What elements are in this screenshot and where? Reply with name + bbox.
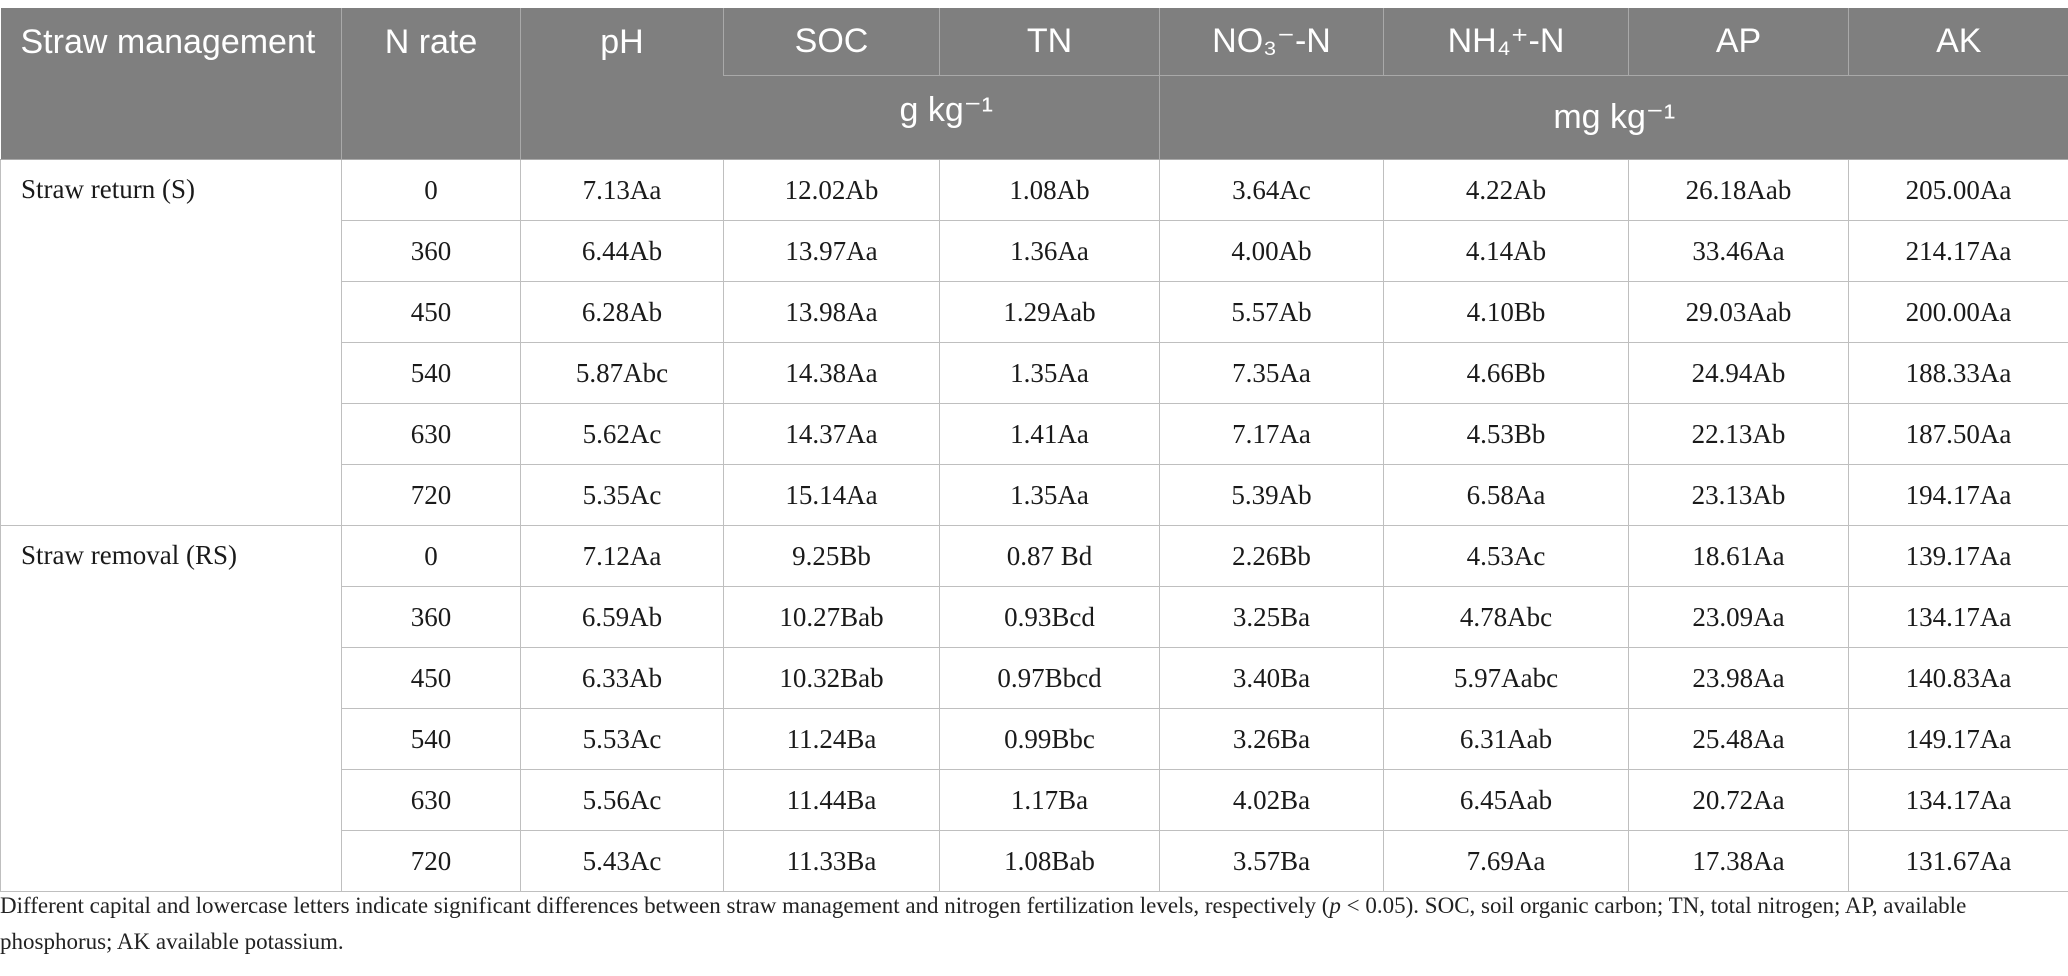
table-cell: 140.83Aa xyxy=(1849,648,2068,709)
table-row xyxy=(1,160,2068,221)
table-cell: 5.62Ac xyxy=(521,404,724,465)
table-cell: 25.48Aa xyxy=(1629,709,1849,770)
table-cell: 1.41Aa xyxy=(940,404,1160,465)
group-label: Straw return (S) xyxy=(1,160,342,526)
table-cell: 18.61Aa xyxy=(1629,526,1849,587)
table-cell: 720 xyxy=(342,831,521,892)
table-body xyxy=(1,160,2068,892)
table-cell: 450 xyxy=(342,648,521,709)
table-cell: 0.93Bcd xyxy=(940,587,1160,648)
footnote-text-1: Different capital and lowercase letters indicate significant differences between straw management and nitrogen fertilization levels, respectively ( xyxy=(0,893,1330,918)
table-cell: 214.17Aa xyxy=(1849,221,2068,282)
table-cell: 205.00Aa xyxy=(1849,160,2068,221)
table-cell: 14.37Aa xyxy=(724,404,940,465)
header-n-rate: N rate xyxy=(342,8,521,160)
header-tn: TN xyxy=(940,8,1160,76)
table-cell: 7.35Aa xyxy=(1160,343,1384,404)
table-cell: 5.97Aabc xyxy=(1384,648,1629,709)
table-cell: 139.17Aa xyxy=(1849,526,2068,587)
table-cell: 1.17Ba xyxy=(940,770,1160,831)
table-cell: 1.08Bab xyxy=(940,831,1160,892)
table-cell: 4.53Bb xyxy=(1384,404,1629,465)
table-cell: 6.45Aab xyxy=(1384,770,1629,831)
table-cell: 4.66Bb xyxy=(1384,343,1629,404)
table-cell: 6.58Aa xyxy=(1384,465,1629,526)
header-unit-g: g kg⁻¹ xyxy=(724,76,1160,160)
table-cell: 5.39Ab xyxy=(1160,465,1384,526)
header-nh4: NH₄⁺-N xyxy=(1384,8,1629,76)
table-cell: 2.26Bb xyxy=(1160,526,1384,587)
table-cell: 29.03Aab xyxy=(1629,282,1849,343)
header-no3: NO₃⁻-N xyxy=(1160,8,1384,76)
table-cell: 1.35Aa xyxy=(940,343,1160,404)
table-cell: 1.29Aab xyxy=(940,282,1160,343)
table-cell: 9.25Bb xyxy=(724,526,940,587)
table-cell: 1.35Aa xyxy=(940,465,1160,526)
table-cell: 23.13Ab xyxy=(1629,465,1849,526)
table-cell: 17.38Aa xyxy=(1629,831,1849,892)
table-cell: 33.46Aa xyxy=(1629,221,1849,282)
soil-properties-table xyxy=(0,8,2068,892)
table-cell: 24.94Ab xyxy=(1629,343,1849,404)
table-cell: 1.08Ab xyxy=(940,160,1160,221)
table-cell: 13.97Aa xyxy=(724,221,940,282)
table-cell: 6.44Ab xyxy=(521,221,724,282)
table-cell: 11.44Ba xyxy=(724,770,940,831)
table-cell: 6.31Aab xyxy=(1384,709,1629,770)
table-cell: 10.27Bab xyxy=(724,587,940,648)
table-cell: 149.17Aa xyxy=(1849,709,2068,770)
table-cell: 450 xyxy=(342,282,521,343)
table-cell: 5.43Ac xyxy=(521,831,724,892)
table-cell: 4.53Ac xyxy=(1384,526,1629,587)
table-cell: 11.33Ba xyxy=(724,831,940,892)
table-cell: 630 xyxy=(342,770,521,831)
table-cell: 3.26Ba xyxy=(1160,709,1384,770)
table-cell: 7.12Aa xyxy=(521,526,724,587)
table-footnote xyxy=(0,888,2050,960)
table-cell: 23.98Aa xyxy=(1629,648,1849,709)
table-cell: 4.78Abc xyxy=(1384,587,1629,648)
table-cell: 0 xyxy=(342,526,521,587)
table-cell: 5.53Ac xyxy=(521,709,724,770)
table-cell: 11.24Ba xyxy=(724,709,940,770)
table-cell: 540 xyxy=(342,709,521,770)
table-cell: 134.17Aa xyxy=(1849,587,2068,648)
table-cell: 3.40Ba xyxy=(1160,648,1384,709)
table-cell: 540 xyxy=(342,343,521,404)
header-unit-mg: mg kg⁻¹ xyxy=(1160,76,2068,160)
footnote-p: p xyxy=(1329,893,1341,918)
footnote-text-2: < 0.05). SOC, soil organic carbon; TN, total nitrogen; AP, available phosphorus; AK available potassium. xyxy=(0,893,1967,954)
table-cell: 4.22Ab xyxy=(1384,160,1629,221)
table-cell: 7.13Aa xyxy=(521,160,724,221)
header-ak: AK xyxy=(1849,8,2068,76)
table-cell: 360 xyxy=(342,587,521,648)
table-cell: 20.72Aa xyxy=(1629,770,1849,831)
table-cell: 23.09Aa xyxy=(1629,587,1849,648)
header-ap: AP xyxy=(1629,8,1849,76)
table-cell: 12.02Ab xyxy=(724,160,940,221)
table-cell: 3.57Ba xyxy=(1160,831,1384,892)
table-container xyxy=(0,8,2068,892)
table-cell: 6.59Ab xyxy=(521,587,724,648)
table-cell: 360 xyxy=(342,221,521,282)
table-cell: 4.14Ab xyxy=(1384,221,1629,282)
table-cell: 5.56Ac xyxy=(521,770,724,831)
table-cell: 13.98Aa xyxy=(724,282,940,343)
table-cell: 6.28Ab xyxy=(521,282,724,343)
table-cell: 6.33Ab xyxy=(521,648,724,709)
header-soc: SOC xyxy=(724,8,940,76)
table-cell: 5.87Abc xyxy=(521,343,724,404)
table-cell: 10.32Bab xyxy=(724,648,940,709)
table-cell: 7.69Aa xyxy=(1384,831,1629,892)
table-cell: 14.38Aa xyxy=(724,343,940,404)
table-cell: 0 xyxy=(342,160,521,221)
table-row xyxy=(1,526,2068,587)
table-cell: 4.02Ba xyxy=(1160,770,1384,831)
table-cell: 22.13Ab xyxy=(1629,404,1849,465)
table-cell: 3.64Ac xyxy=(1160,160,1384,221)
table-cell: 3.25Ba xyxy=(1160,587,1384,648)
table-cell: 194.17Aa xyxy=(1849,465,2068,526)
table-cell: 188.33Aa xyxy=(1849,343,2068,404)
table-cell: 4.10Bb xyxy=(1384,282,1629,343)
table-cell: 0.97Bbcd xyxy=(940,648,1160,709)
table-cell: 5.35Ac xyxy=(521,465,724,526)
header-straw-management: Straw management xyxy=(1,8,342,160)
table-cell: 0.87 Bd xyxy=(940,526,1160,587)
table-cell: 0.99Bbc xyxy=(940,709,1160,770)
table-cell: 134.17Aa xyxy=(1849,770,2068,831)
table-cell: 5.57Ab xyxy=(1160,282,1384,343)
table-cell: 720 xyxy=(342,465,521,526)
table-cell: 200.00Aa xyxy=(1849,282,2068,343)
table-cell: 7.17Aa xyxy=(1160,404,1384,465)
table-cell: 630 xyxy=(342,404,521,465)
header-ph: pH xyxy=(521,8,724,160)
table-cell: 15.14Aa xyxy=(724,465,940,526)
table-cell: 26.18Aab xyxy=(1629,160,1849,221)
table-cell: 187.50Aa xyxy=(1849,404,2068,465)
table-cell: 4.00Ab xyxy=(1160,221,1384,282)
table-cell: 131.67Aa xyxy=(1849,831,2068,892)
group-label: Straw removal (RS) xyxy=(1,526,342,892)
table-cell: 1.36Aa xyxy=(940,221,1160,282)
